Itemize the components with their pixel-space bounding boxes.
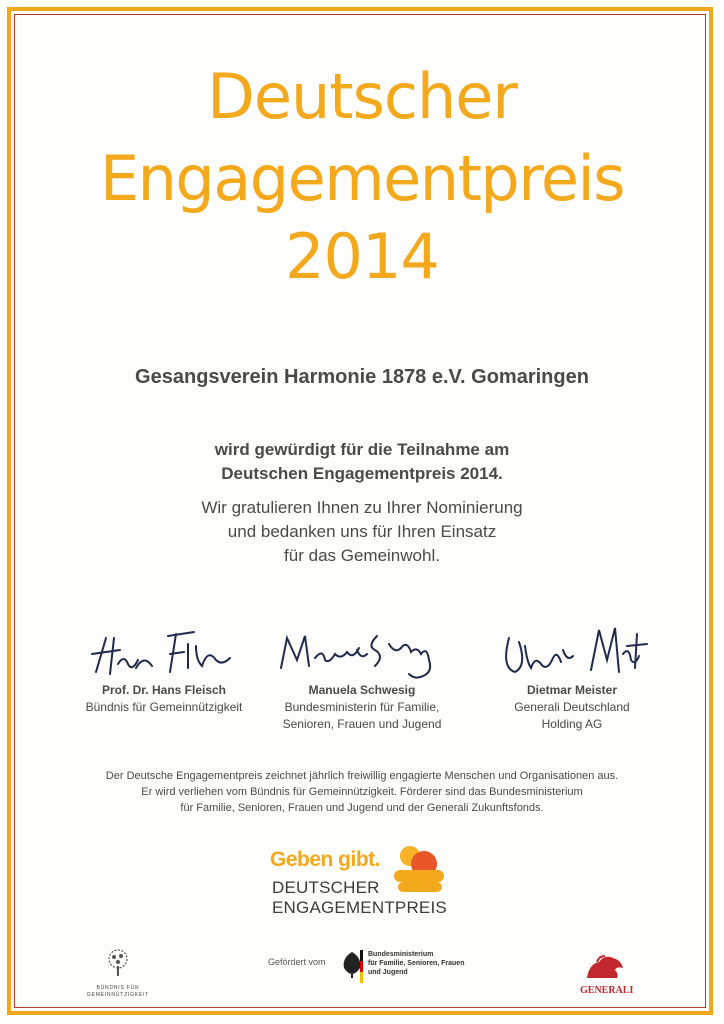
signatory-role: Generali Deutschland	[514, 700, 630, 714]
signature-schwesig	[267, 624, 457, 682]
honor-line-1: wird gewürdigt für die Teilnahme am	[214, 440, 510, 459]
footnote-line-2: Er wird verliehen vom Bündnis für Gemeinnützigkeit. Förderer sind das Bundesministerium	[141, 786, 583, 798]
signatory-role: Bundesministerin für Familie,	[284, 700, 440, 714]
signatory-role: Bündnis für Gemeinnützigkeit	[85, 700, 243, 714]
signature-meister	[487, 624, 657, 682]
tree-icon	[103, 948, 133, 978]
signatory-name: Manuela Schwesig	[308, 683, 416, 697]
signatory-meister	[462, 624, 682, 733]
congrats-line-2: und bedanken uns für Ihren Einsatz	[227, 522, 497, 541]
funded-by-label: Gefördert vom	[268, 957, 326, 967]
buendnis-logo-text-2: GEMEINNÜTZIGKEIT	[86, 992, 150, 998]
honor-line-2: Deutschen Engagementpreis 2014.	[221, 464, 503, 483]
federal-eagle-icon	[340, 950, 364, 984]
signatory-fleisch	[54, 624, 274, 716]
signatory-name: Dietmar Meister	[526, 683, 618, 697]
brand-line-2: ENGAGEMENTPREIS	[272, 898, 447, 917]
generali-logo	[580, 952, 634, 996]
engagementpreis-logo	[270, 842, 470, 922]
generali-wordmark: GENERALI	[580, 985, 634, 996]
recipient-name: Gesangsverein Harmonie 1878 e.V. Gomaringen	[135, 366, 589, 388]
brand-tagline: Geben gibt.	[270, 848, 380, 871]
lion-icon	[583, 952, 627, 982]
signatory-name: Prof. Dr. Hans Fleisch	[101, 683, 227, 697]
footnote-line-3: für Familie, Senioren, Frauen und Jugend und der Generali Zukunftsfonds.	[180, 802, 544, 814]
ministry-logo	[340, 950, 465, 989]
congrats-line-3: für das Gemeinwohl.	[284, 546, 440, 565]
title-line-1: Deutscher	[207, 60, 517, 133]
ministry-name-2: für Familie, Senioren, Frauen	[368, 960, 465, 967]
buendnis-logo-text-1: BÜNDNIS FÜR	[96, 985, 140, 991]
sun-hands-icon	[388, 842, 448, 894]
brand-line-1: DEUTSCHER	[272, 878, 380, 897]
footnote-line-1: Der Deutsche Engagementpreis zeichnet jährlich freiwillig engagierte Menschen und Organisationen aus.	[105, 770, 619, 782]
ministry-name-1: Bundesministerium	[368, 951, 434, 958]
signatory-role-2: Holding AG	[541, 717, 603, 731]
title-year: 2014	[285, 220, 439, 293]
title-line-2: Engagementpreis	[99, 142, 625, 215]
buendnis-logo	[80, 948, 156, 999]
congrats-line-1: Wir gratulieren Ihnen zu Ihrer Nominierung	[201, 498, 523, 517]
signatory-schwesig	[252, 624, 472, 733]
signature-fleisch	[84, 624, 244, 682]
signatory-role-2: Senioren, Frauen und Jugend	[282, 717, 442, 731]
ministry-name-3: und Jugend	[368, 969, 408, 976]
